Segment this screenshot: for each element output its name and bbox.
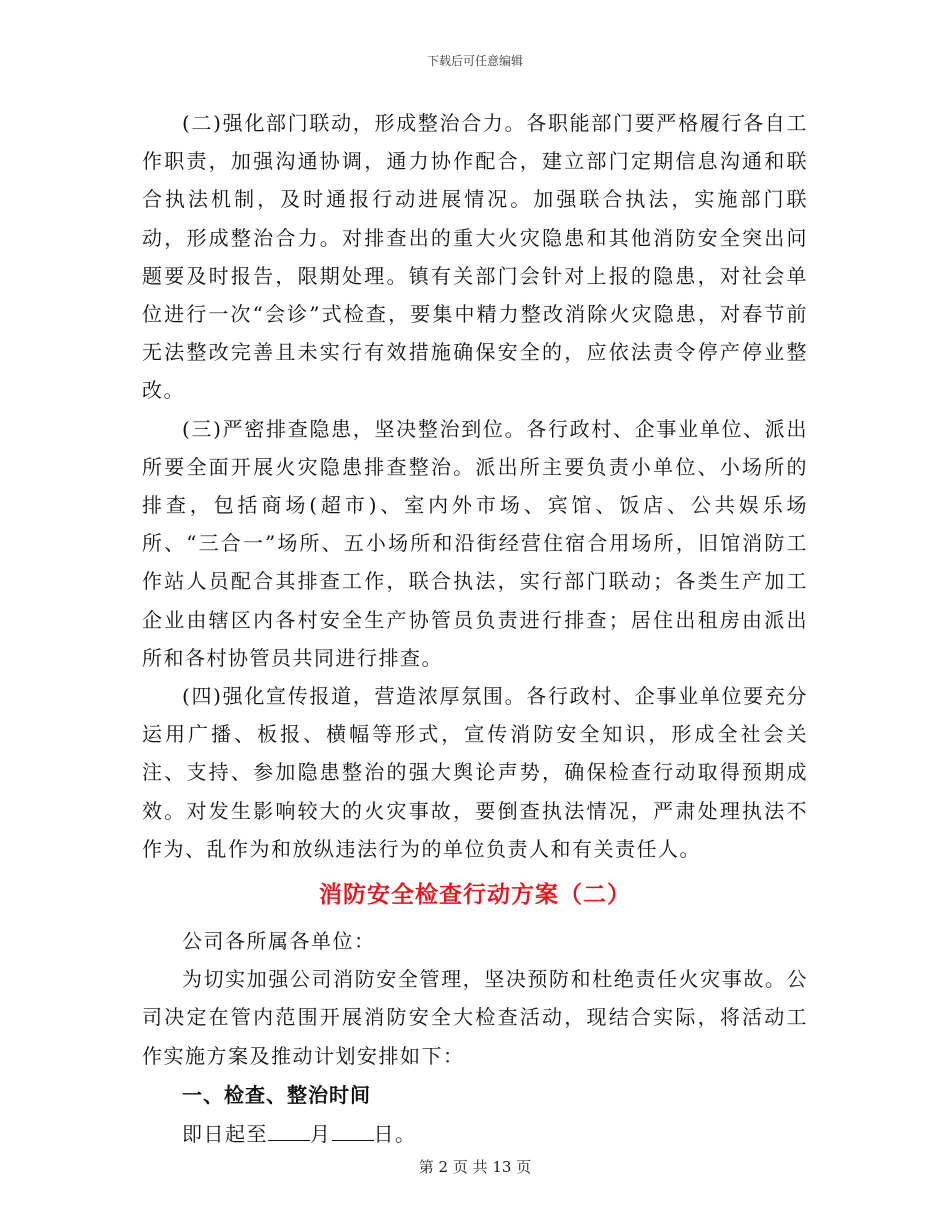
month-label: 月	[310, 1121, 332, 1146]
page-footer: 第 2 页 共 13 页	[418, 1158, 532, 1176]
paragraph-department-coordination: (二)强化部门联动，形成整治合力。各职能部门要严格履行各自工作职责，加强沟通协调，通力协作配合，建立部门定期信息沟通和联合执法机制，及时通报行动进展情况。加强联合执法，实施部门联动，形成整治合力。对排查出的重大火灾隐患和其他消防安全突出问题要及时报告，限期处理。镇有关部门会针对上报的隐患，对社会单位进行一次“会诊”式检查，要集中精力整改消除火灾隐患，对春节前无法整改完善且未实行有效措施确保安全的，应依法责令停产停业整改。	[142, 111, 808, 403]
day-label: 日。	[373, 1121, 417, 1146]
document-body	[142, 104, 808, 1153]
section-heading-inspection-time: 一、检查、整治时间	[182, 1082, 371, 1107]
intro-paragraph: 为切实加强公司消防安全管理，坚决预防和杜绝责任火灾事故。公司决定在管内范围开展消防安全大检查活动，现结合实际，将活动工作实施方案及推动计划安排如下：	[142, 967, 808, 1068]
inspection-time-line	[142, 1115, 808, 1153]
day-blank	[332, 1122, 374, 1141]
page-header: 下载后可任意编辑	[426, 54, 523, 68]
paragraph-publicity: (四)强化宣传报道，营造浓厚氛围。各行政村、企事业单位要充分运用广播、板报、横幅等形式，宣传消防安全知识，形成全社会关注、支持、参加隐患整治的强大舆论声势，确保检查行动取得预期成效。对发生影响较大的火灾事故，要倒查执法情况，严肃处理执法不作为、乱作为和放纵违法行为的单位负责人和有关责任人。	[142, 684, 808, 861]
salutation: 公司各所属各单位：	[182, 929, 376, 954]
month-blank	[268, 1122, 310, 1141]
paragraph-hazard-inspection: (三)严密排查隐患，坚决整治到位。各行政村、企事业单位、派出所要全面开展火灾隐患排查整治。派出所主要负责小单位、小场所的排查，包括商场(超市)、室内外市场、宾馆、饭店、公共娱乐场所、“三合一”场所、五小场所和沿街经营住宿合用场所，旧馆消防工作站人员配合其排查工作，联合执法，实行部门联动；各类生产加工企业由辖区内各村安全生产协管员负责进行排查；居住出租房由派出所和各村协管员共同进行排查。	[142, 416, 808, 670]
document-title: 消防安全检查行动方案（二）	[319, 881, 631, 909]
time-prefix: 即日起至	[182, 1121, 268, 1146]
